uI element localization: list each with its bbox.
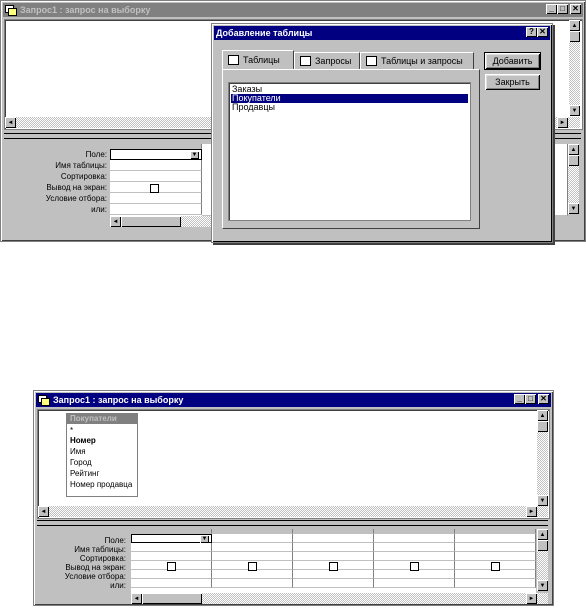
list-item[interactable]: Заказы	[232, 84, 263, 94]
grid-cell[interactable]	[374, 570, 455, 579]
scroll-left-icon[interactable]: ◄	[131, 593, 142, 604]
field-item[interactable]: *	[70, 426, 74, 435]
grid-cell[interactable]	[110, 204, 202, 215]
grid-cell[interactable]	[131, 543, 212, 552]
label-or: или:	[110, 581, 126, 590]
tab-tables-and-queries[interactable]: Таблицы и запросы	[360, 52, 474, 69]
maximize-button[interactable]: □	[557, 4, 568, 14]
label-show: Вывод на экран:	[65, 563, 126, 572]
field-item-key[interactable]: Номер	[70, 436, 96, 445]
query-icon	[300, 56, 311, 66]
show-checkbox[interactable]	[150, 184, 159, 193]
grid-vertical-scrollbar[interactable]	[568, 144, 579, 214]
vertical-scrollbar[interactable]	[569, 20, 580, 116]
query-window-bottom	[33, 390, 554, 606]
grid-horizontal-scrollbar[interactable]	[131, 593, 548, 604]
tab-queries[interactable]: Запросы	[294, 52, 360, 69]
field-item[interactable]: Номер продавца	[70, 480, 133, 489]
grid-cell[interactable]	[374, 534, 455, 543]
scroll-up-icon[interactable]: ▲	[568, 144, 579, 155]
grid-cell[interactable]	[131, 579, 212, 588]
pane-splitter[interactable]	[37, 520, 548, 526]
list-item[interactable]: Продавцы	[232, 102, 275, 112]
grid-cell[interactable]	[374, 552, 455, 561]
add-button[interactable]: Добавить	[485, 53, 540, 69]
dialog-title: Добавление таблицы	[216, 28, 313, 38]
scroll-left-icon[interactable]: ◄	[5, 117, 16, 128]
label-table-name: Имя таблицы:	[55, 161, 107, 170]
grid-cell[interactable]	[212, 534, 293, 543]
scroll-thumb[interactable]	[142, 593, 202, 604]
grid-cell[interactable]	[374, 543, 455, 552]
scroll-thumb[interactable]	[569, 31, 580, 42]
scroll-thumb[interactable]	[537, 421, 548, 432]
grid-cell[interactable]	[131, 570, 212, 579]
close-button[interactable]: ✕	[538, 394, 549, 404]
grid-cell[interactable]	[455, 534, 536, 543]
table-list[interactable]	[228, 82, 471, 221]
scroll-down-icon[interactable]: ▼	[537, 495, 548, 506]
field-item[interactable]: Рейтинг	[70, 469, 100, 478]
grid-cell[interactable]	[110, 193, 202, 204]
vertical-scrollbar[interactable]	[537, 410, 548, 506]
grid-cell[interactable]	[212, 552, 293, 561]
scroll-thumb[interactable]	[568, 155, 579, 166]
minimize-button[interactable]: _	[514, 394, 525, 404]
grid-cell[interactable]	[455, 543, 536, 552]
grid-cell[interactable]	[110, 160, 202, 171]
label-field: Поле:	[104, 536, 126, 545]
scroll-right-icon[interactable]: ►	[526, 506, 537, 517]
grid-cell[interactable]	[293, 543, 374, 552]
grid-cell[interactable]	[131, 552, 212, 561]
grid-cell[interactable]	[212, 543, 293, 552]
titlebar[interactable]	[36, 393, 551, 407]
field-list-title[interactable]: Покупатели	[67, 414, 137, 424]
add-table-dialog	[211, 23, 553, 243]
query-icon	[5, 5, 16, 15]
window-title: Запрос1 : запрос на выборку	[53, 395, 184, 405]
tab-tables[interactable]: Таблицы	[222, 50, 294, 69]
dialog-close-button[interactable]: ✕	[537, 27, 548, 37]
chevron-down-icon[interactable]: ▼	[201, 536, 208, 542]
grid-cell[interactable]	[212, 579, 293, 588]
titlebar[interactable]	[3, 3, 583, 17]
grid-horizontal-scrollbar[interactable]	[110, 216, 215, 227]
label-sort: Сортировка:	[79, 554, 126, 563]
minimize-button[interactable]: _	[546, 4, 557, 14]
scroll-up-icon[interactable]: ▲	[569, 20, 580, 31]
horizontal-scrollbar[interactable]	[38, 506, 548, 517]
scroll-left-icon[interactable]: ◄	[110, 216, 121, 227]
grid-cell[interactable]	[212, 570, 293, 579]
field-list-customers[interactable]	[66, 413, 138, 497]
grid-cell[interactable]	[374, 579, 455, 588]
label-field: Поле:	[85, 150, 107, 159]
grid-cell[interactable]	[455, 552, 536, 561]
scroll-left-icon[interactable]: ◄	[38, 506, 49, 517]
close-button[interactable]: ✕	[570, 4, 581, 14]
label-criteria: Условие отбора:	[45, 194, 107, 203]
scroll-up-icon[interactable]: ▲	[537, 410, 548, 421]
grid-cell-field[interactable]	[110, 149, 202, 160]
list-item-selected[interactable]: Покупатели	[231, 94, 468, 103]
label-table-name: Имя таблицы:	[74, 545, 126, 554]
grid-cell[interactable]	[455, 579, 536, 588]
help-button[interactable]: ?	[526, 27, 537, 37]
scroll-thumb[interactable]	[537, 540, 548, 551]
grid-cell[interactable]	[293, 579, 374, 588]
maximize-button[interactable]: □	[525, 394, 536, 404]
chevron-down-icon[interactable]: ▼	[191, 152, 198, 158]
grid-cell[interactable]	[455, 570, 536, 579]
grid-cell[interactable]	[293, 552, 374, 561]
scroll-down-icon[interactable]: ▼	[568, 203, 579, 214]
scroll-up-icon[interactable]: ▲	[537, 529, 548, 540]
scroll-thumb[interactable]	[121, 216, 181, 227]
table-icon	[228, 55, 239, 65]
label-or: или:	[91, 205, 107, 214]
dialog-titlebar[interactable]	[214, 26, 550, 40]
field-item[interactable]: Имя	[70, 447, 86, 456]
grid-vertical-scrollbar[interactable]	[537, 529, 548, 591]
scroll-down-icon[interactable]: ▼	[537, 580, 548, 591]
design-grid[interactable]	[131, 529, 536, 593]
close-dialog-button[interactable]: Закрыть	[485, 74, 540, 90]
grid-cell[interactable]	[110, 171, 202, 182]
field-item[interactable]: Город	[70, 458, 92, 467]
label-criteria: Условие отбора:	[64, 572, 126, 581]
scroll-down-icon[interactable]: ▼	[569, 105, 580, 116]
window-title: Запрос1 : запрос на выборку	[20, 5, 151, 15]
tables-queries-icon	[366, 56, 377, 66]
label-show: Вывод на экран:	[46, 183, 107, 192]
scroll-right-icon[interactable]: ►	[526, 593, 537, 604]
query-icon	[38, 395, 49, 405]
label-sort: Сортировка:	[60, 172, 107, 181]
grid-cell[interactable]	[293, 570, 374, 579]
scroll-right-icon[interactable]: ►	[557, 117, 568, 128]
grid-cell[interactable]	[293, 534, 374, 543]
